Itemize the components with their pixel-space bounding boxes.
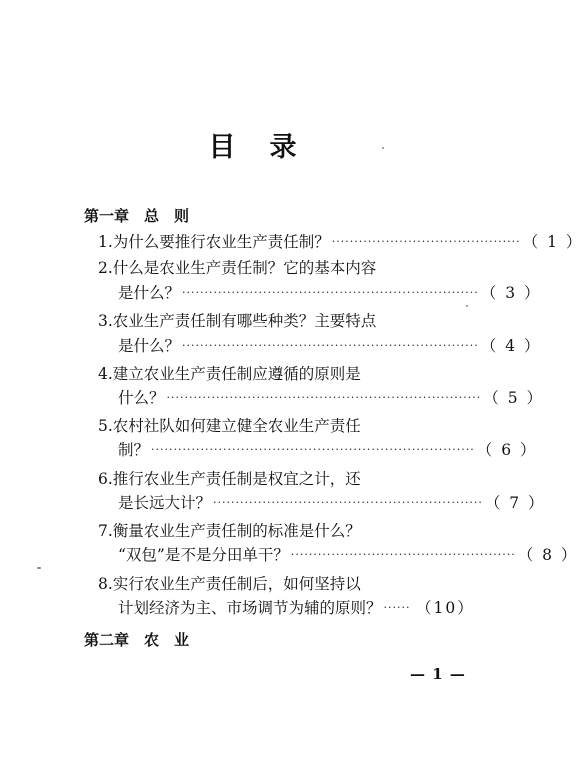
toc-entry-text: 计划经济为主、市场调节为辅的原则？ xyxy=(118,599,382,617)
toc-entry-2: 2.什么是农业生产责任制？它的基本内容 xyxy=(98,259,377,277)
toc-entry-text: 1.为什么要推行农业生产责任制？ xyxy=(98,233,330,251)
toc-entry-8-cont xyxy=(118,598,475,618)
toc-entry-2-cont xyxy=(118,283,542,303)
toc-entry-text: 是什么？ xyxy=(118,337,181,355)
toc-entry-4-cont xyxy=(118,388,544,408)
scan-speck xyxy=(382,147,384,149)
page-title: 目录 xyxy=(208,132,331,163)
chapter-heading-2: 第二章 农 业 xyxy=(84,631,190,649)
toc-entry-8: 8.实行农业生产责任制后，如何坚持以 xyxy=(98,575,361,593)
toc-page-number: （ 4 ） xyxy=(480,337,542,355)
toc-entry-text: “双包”是不是分田单干？ xyxy=(118,546,289,564)
toc-page-number: （ 1 ） xyxy=(522,233,583,251)
toc-entry-6: 6.推行农业生产责任制是权宜之计，还 xyxy=(98,470,361,488)
toc-entry-3: 3.农业生产责任制有哪些种类？主要特点 xyxy=(98,312,377,330)
toc-entry-text: 是长远大计？ xyxy=(118,494,212,512)
toc-entry-3-cont xyxy=(118,336,542,356)
scan-speck xyxy=(37,567,41,569)
toc-entry-4: 4.建立农业生产责任制应遵循的原则是 xyxy=(98,365,361,383)
toc-entry-7: 7.衡量农业生产责任制的标准是什么？ xyxy=(98,522,361,540)
leader-dots: ······································································ xyxy=(166,391,482,404)
toc-page-number: （10） xyxy=(416,599,475,617)
toc-page-number: （ 6 ） xyxy=(476,441,538,459)
page-folio: — 1 — xyxy=(410,665,466,683)
leader-dots: ·········································· xyxy=(331,235,521,248)
toc-entry-5-cont xyxy=(118,440,538,460)
leader-dots: ·································································· xyxy=(182,286,479,299)
leader-dots: ·················································· xyxy=(290,548,516,561)
toc-entry-text: 什么？ xyxy=(118,389,165,407)
toc-entry-6-cont xyxy=(118,493,546,513)
toc-page-number: （ 3 ） xyxy=(480,284,542,302)
scan-speck xyxy=(466,305,468,307)
leader-dots: ···························································· xyxy=(213,496,483,509)
toc-entry-1 xyxy=(98,232,583,252)
toc-page-number: （ 8 ） xyxy=(517,546,579,564)
toc-page-number: （ 7 ） xyxy=(484,494,546,512)
leader-dots: ········································································ xyxy=(151,443,475,456)
leader-dots: ·································································· xyxy=(182,339,479,352)
toc-entry-text: 制？ xyxy=(118,441,150,459)
chapter-heading-1: 第一章 总 则 xyxy=(84,207,190,225)
toc-page-number: （ 5 ） xyxy=(483,389,544,407)
toc-entry-5: 5.农村社队如何建立健全农业生产责任 xyxy=(98,417,361,435)
toc-entry-text: 是什么？ xyxy=(118,284,181,302)
toc-entry-7-cont xyxy=(118,545,579,565)
leader-dots: ······ xyxy=(383,601,411,614)
